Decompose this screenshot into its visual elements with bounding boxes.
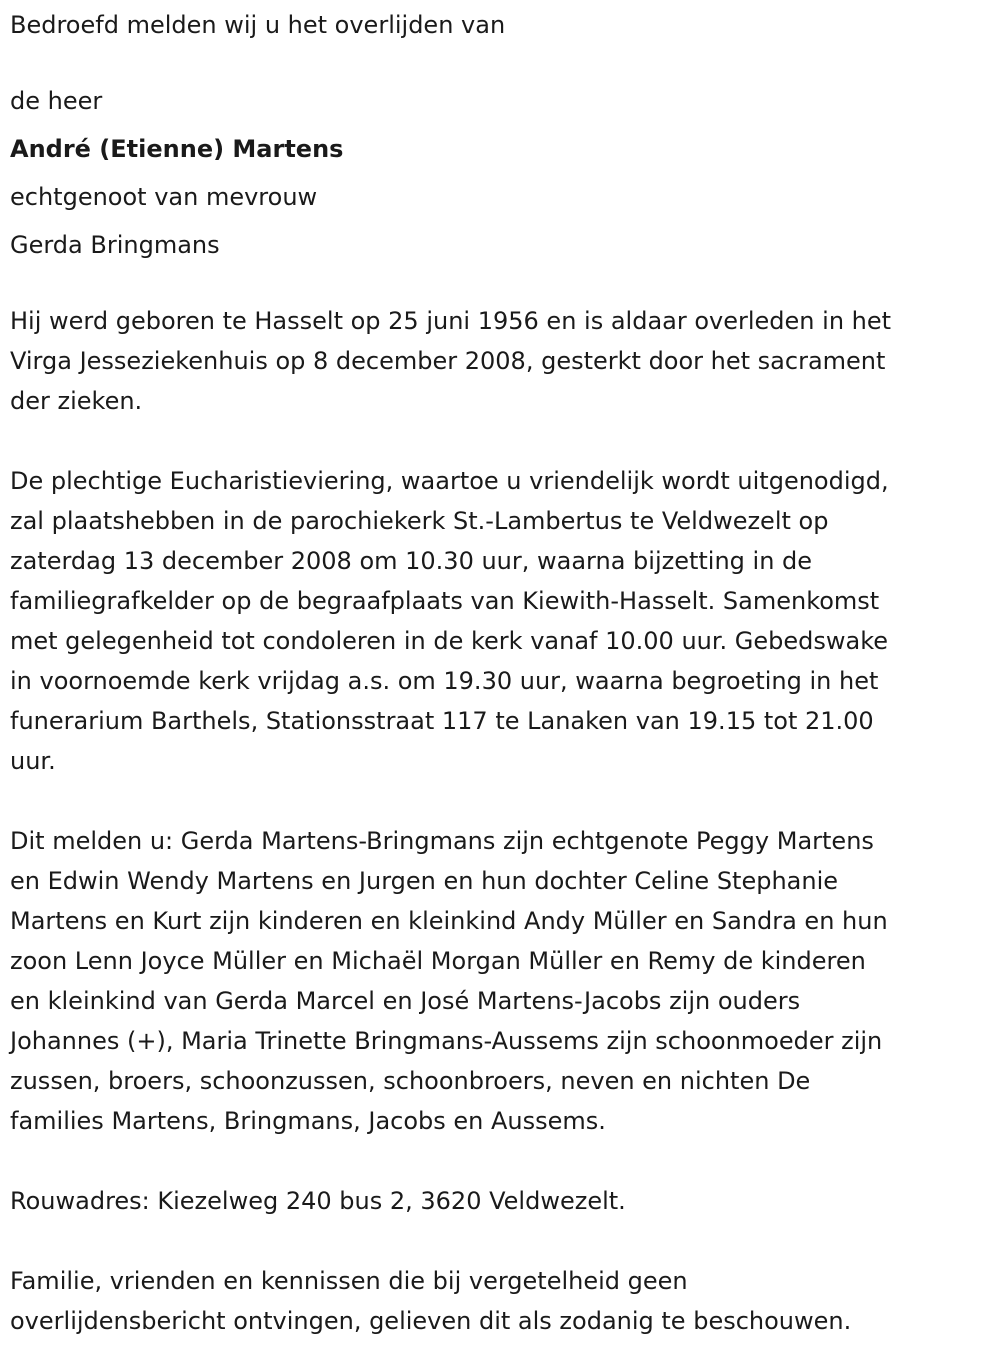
spacer <box>10 1141 1000 1181</box>
spouse-name: Gerda Bringmans <box>10 231 220 259</box>
text-line: der zieken. <box>10 387 143 415</box>
ceremony-paragraph <box>10 461 1000 781</box>
text-line: zoon Lenn Joyce Müller en Michaël Morgan Müller en Remy de kinderen <box>10 947 866 975</box>
text-line: en Edwin Wendy Martens en Jurgen en hun dochter Celine Stephanie <box>10 867 839 895</box>
text-line: zal plaatshebben in de parochiekerk St.-Lambertus te Veldwezelt op <box>10 507 829 535</box>
spouse-label: echtgenoot van mevrouw <box>10 183 318 211</box>
address-paragraph <box>10 1181 1000 1221</box>
text-line: Familie, vrienden en kennissen die bij vergetelheid geen <box>10 1267 688 1295</box>
text-line: zussen, broers, schoonzussen, schoonbroers, neven en nichten De <box>10 1067 811 1095</box>
birth-death-paragraph <box>10 301 1000 421</box>
text-line: en kleinkind van Gerda Marcel en José Martens-Jacobs zijn ouders <box>10 987 801 1015</box>
text-line: Rouwadres: Kiezelweg 240 bus 2, 3620 Veldwezelt. <box>10 1187 626 1215</box>
spacer <box>10 269 1000 301</box>
text-line: in voornoemde kerk vrijdag a.s. om 19.30 uur, waarna begroeting in het <box>10 667 879 695</box>
text-line: Johannes (+), Maria Trinette Bringmans-Aussems zijn schoonmoeder zijn <box>10 1027 883 1055</box>
text-line: uur. <box>10 747 56 775</box>
text-line: zaterdag 13 december 2008 om 10.30 uur, waarna bijzetting in de <box>10 547 813 575</box>
salutation: de heer <box>10 87 103 115</box>
text-line: De plechtige Eucharistieviering, waartoe u vriendelijk wordt uitgenodigd, <box>10 467 889 495</box>
text-line: Dit melden u: Gerda Martens-Bringmans zijn echtgenote Peggy Martens <box>10 827 874 855</box>
spacer <box>10 45 1000 77</box>
text-line: overlijdensbericht ontvingen, gelieven dit als zodanig te beschouwen. <box>10 1307 852 1335</box>
deceased-header <box>10 77 1000 269</box>
text-line: met gelegenheid tot condoleren in de kerk vanaf 10.00 uur. Gebedswake <box>10 627 889 655</box>
closing-paragraph <box>10 1261 1000 1341</box>
intro-text: Bedroefd melden wij u het overlijden van <box>10 11 506 39</box>
text-line: families Martens, Bringmans, Jacobs en Aussems. <box>10 1107 606 1135</box>
spacer <box>10 781 1000 821</box>
spacer <box>10 421 1000 461</box>
text-line: familiegrafkelder op de begraafplaats van Kiewith-Hasselt. Samenkomst <box>10 587 880 615</box>
text-line: Martens en Kurt zijn kinderen en kleinkind Andy Müller en Sandra en hun <box>10 907 888 935</box>
deceased-name: André (Etienne) Martens <box>10 135 344 163</box>
notice-body <box>10 301 1000 1341</box>
spacer <box>10 1221 1000 1261</box>
family-paragraph <box>10 821 1000 1141</box>
text-line: funerarium Barthels, Stationsstraat 117 te Lanaken van 19.15 tot 21.00 <box>10 707 874 735</box>
death-notice <box>10 5 1000 1341</box>
text-line: Virga Jesseziekenhuis op 8 december 2008, gesterkt door het sacrament <box>10 347 886 375</box>
text-line: Hij werd geboren te Hasselt op 25 juni 1956 en is aldaar overleden in het <box>10 307 892 335</box>
